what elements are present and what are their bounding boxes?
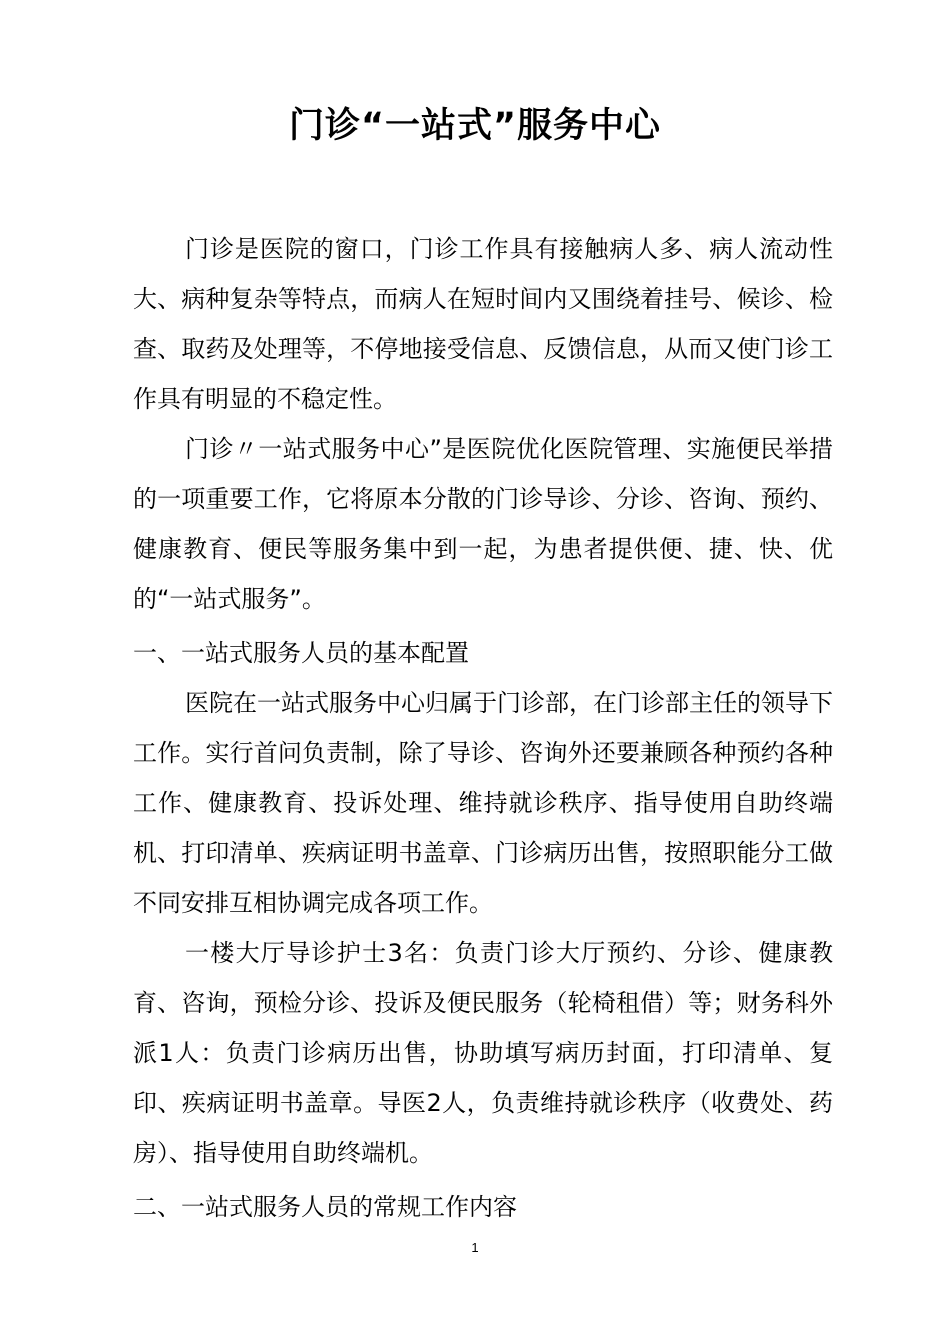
paragraph-staffing: 一楼大厅导诊护士3名：负责门诊大厅预约、分诊、健康教育、咨询，预检分诊、投诉及便民服务（轮椅租借）等；财务科外派1人：负责门诊病历出售，协助填写病历封面，打印清单、复印、疾病证明书盖章。导医2人，负责维持就诊秩序（收费处、药房）、指导使用自助终端机。 — [133, 939, 833, 1167]
page-title: 门诊“一站式”服务中心 — [288, 106, 661, 146]
page-number: 1 — [471, 1240, 479, 1255]
section-heading-basic-configuration: 一、一站式服务人员的基本配置 — [133, 639, 469, 667]
document-body — [133, 224, 833, 1232]
paragraph-service-center: 门诊〃一站式服务中心”是医院优化医院管理、实施便民举措的一项重要工作，它将原本分散的门诊导诊、分诊、咨询、预约、健康教育、便民等服务集中到一起，为患者提供便、捷、快、优的“一站式服务”。 — [133, 435, 833, 613]
section-heading-routine-work: 二、一站式服务人员的常规工作内容 — [133, 1193, 517, 1221]
paragraph-organization: 医院在一站式服务中心归属于门诊部，在门诊部主任的领导下工作。实行首问负责制，除了导诊、咨询外还要兼顾各种预约各种工作、健康教育、投诉处理、维持就诊秩序、指导使用自助终端机、打印清单、疾病证明书盖章、门诊病历出售，按照职能分工做不同安排互相协调完成各项工作。 — [133, 689, 833, 917]
paragraph-intro: 门诊是医院的窗口，门诊工作具有接触病人多、病人流动性大、病种复杂等特点，而病人在短时间内又围绕着挂号、候诊、检查、取药及处理等，不停地接受信息、反馈信息，从而又使门诊工作具有明显的不稳定性。 — [133, 235, 833, 413]
